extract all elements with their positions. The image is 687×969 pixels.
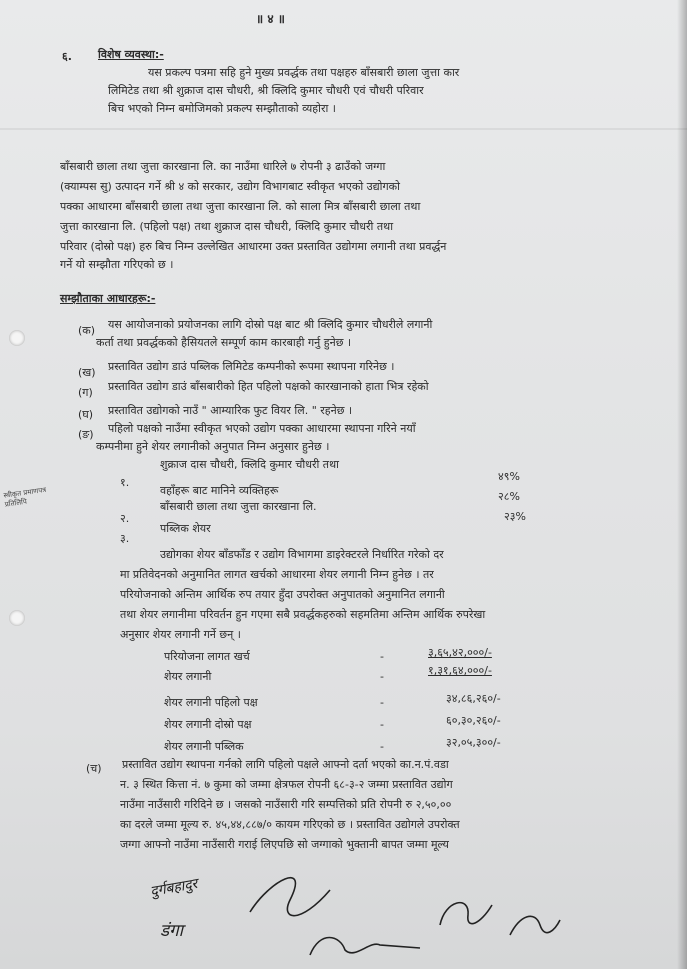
item-line: जग्गा आफ्नो नाउँमा नाउँसारी गराई लिएपछि सो जग्गाको भुक्तानी बापत जम्मा मूल्य xyxy=(120,838,449,851)
investment-amount: ३४,८६,२६०/- xyxy=(446,692,501,705)
item-line: प्रस्तावित उद्योग डाउं बाँसबारीको हित पहिलो पक्षको कारखानाको हाता भित्र रहेको xyxy=(108,380,429,393)
item-mark: (ङ) xyxy=(78,428,94,441)
investment-amount: ३२,०५,३००/- xyxy=(446,736,501,749)
body-line: जुत्ता कारखाना लि. (पहिलो पक्ष) तथा शुक्राज दास चौधरी, क्लिदि कुमार चौधरी तथा xyxy=(60,220,394,233)
body-line: (क्याम्पस सु) उत्पादन गर्ने श्री ४ को सरकार, उद्योग विभागबाट स्वीकृत भएको उद्योगको xyxy=(60,180,400,193)
paragraph-line: उद्योगका शेयर बाँडफाँड र उद्योग विभागमा डाइरेक्टरले निर्धारित गरेको दर xyxy=(160,548,444,561)
item-mark: (ख) xyxy=(78,366,96,379)
item-line: का दरले जम्मा मूल्य रु. ४५,४४,८८७/० कायम गरिएको छ । प्रस्तावित उद्योगले उपरोक्त xyxy=(120,818,460,831)
body-line: गर्ने यो सम्झौता गरिएको छ । xyxy=(60,258,174,271)
section-line: बिच भएको निम्न बमोजिमको प्रकल्प सम्झौताको व्यहोरा । xyxy=(108,102,336,115)
share-number: १. xyxy=(120,476,130,489)
item-line: प्रस्तावित उद्योग स्थापना गर्नको लागि पहिलो पक्षले आफ्नो दर्ता भएको का.न.पं.वडा xyxy=(122,758,449,771)
item-mark: (च) xyxy=(86,762,102,775)
investment-label: शेयर लगानी दोस्रो पक्ष xyxy=(164,718,252,731)
body-line: पक्का आधारमा बाँसबारी छाला तथा जुत्ता कारखाना लि. को साला मित्र बाँसबारी छाला तथा xyxy=(60,200,421,213)
section-number: ६. xyxy=(62,50,72,63)
paragraph-line: तथा शेयर लगानीमा परिवर्तन हुन गएमा सबै प्रवर्द्धकहरुको सहमतिमा अन्तिम आर्थिक रुपरेखा xyxy=(120,608,486,621)
investment-label: शेयर लगानी पहिलो पक्ष xyxy=(164,696,258,709)
share-percent: २३% xyxy=(504,510,526,523)
section-line: लिमिटेड तथा श्री शुक्राज दास चौधरी, श्री क्लिदि कुमार चौधरी एवं चौधरी परिवार xyxy=(108,84,424,97)
paragraph-line: परियोजनाको अन्तिम आर्थिक रुप तयार हुँदा उपरोक्त अनुपातको अनुमानित लगानी xyxy=(120,588,445,601)
investment-label: शेयर लगानी पब्लिक xyxy=(164,740,244,753)
share-number: ३. xyxy=(120,532,130,545)
item-line: पहिलो पक्षको नाउँमा स्वीकृत भएको उद्योग पक्का आधारमा स्थापना गरिने नयाँ xyxy=(108,422,416,435)
item-line: यस आयोजनाको प्रयोजनका लागि दोस्रो पक्ष बाट श्री क्लिदि कुमार चौधरीले लगानी xyxy=(108,318,433,331)
body-line: परिवार (दोस्रो पक्ष) हरु बिच निम्न उल्लेखित आधारमा उक्त प्रस्तावित उद्योगमा लगानी तथा प्रवर्द्धन xyxy=(60,240,447,253)
signature-name-2: डंगा xyxy=(160,921,184,941)
share-label: बाँसबारी छाला तथा जुत्ता कारखाना लि. xyxy=(160,500,317,513)
signature-scribble-3 xyxy=(440,903,492,925)
investment-dash: - xyxy=(380,650,384,663)
share-label: शुक्राज दास चौधरी, क्लिदि कुमार चौधरी तथा xyxy=(160,458,339,471)
investment-amount: ३,६५,४२,०००/- xyxy=(428,646,492,659)
investment-label: परियोजना लागत खर्च xyxy=(164,650,250,663)
agreement-heading: सम्झौताका आधारहरू:- xyxy=(60,292,156,305)
item-mark: (क) xyxy=(78,324,96,337)
section-line: यस प्रकल्प पत्रमा सहि हुने मुख्य प्रवर्द्धक तथा पक्षहरु बाँसबारी छाला जुत्ता कार xyxy=(148,66,460,79)
paragraph-line: मा प्रतिवेदनको अनुमानित लागत खर्चको आधारमा शेयर लगानी निम्न हुनेछ । तर xyxy=(120,568,434,581)
signature-name-1: दुर्गबहादुर xyxy=(149,875,199,900)
item-mark: (ग) xyxy=(78,386,93,399)
item-line: न. ३ स्थित कित्ता नं. ७ कुमा को जम्मा क्षेत्रफल रोपनी ६८-३-२ जम्मा प्रस्तावित उद्योग xyxy=(120,778,453,791)
investment-dash: - xyxy=(380,740,384,753)
investment-dash: - xyxy=(380,696,384,709)
section-heading: विशेष व्यवस्था:- xyxy=(98,48,164,61)
item-line: प्रस्तावित उद्योगको नाउँ " आम्यारिक फुट वियर लि. " रहनेछ । xyxy=(108,404,353,417)
item-line: नाउँमा नाउँसारी गरिदिने छ । जसको नाउँसारी गरि सम्पत्तिको प्रति रोपनी रु २,५०,०० xyxy=(120,798,452,811)
share-percent: ४९% xyxy=(498,470,520,483)
signature-scribble-4 xyxy=(510,916,560,935)
signature-scribble-2 xyxy=(310,938,420,956)
investment-amount: १,३१,६४,०००/- xyxy=(428,664,492,677)
signature-scribble-1 xyxy=(250,878,330,916)
investment-dash: - xyxy=(380,718,384,731)
share-label: पब्लिक शेयर xyxy=(160,522,211,535)
investment-dash: - xyxy=(380,670,384,683)
paragraph-line: अनुसार शेयर लगानी गर्ने छन् । xyxy=(120,628,241,641)
item-line: कर्ता तथा प्रवर्द्धकको हैसियतले सम्पूर्ण काम कारबाही गर्नु हुनेछ । xyxy=(96,336,352,349)
margin-stamp-note: स्वीकृत प्रमाणपत्र प्रतिलिपि xyxy=(3,485,47,509)
share-number: २. xyxy=(120,512,130,525)
investment-amount: ६०,३०,२६०/- xyxy=(446,714,501,727)
page-number-header: ॥ ४ ॥ xyxy=(256,12,285,26)
item-line: प्रस्तावित उद्योग डाउं पब्लिक लिमिटेड कम्पनीको रूपमा स्थापना गरिनेछ । xyxy=(108,360,395,373)
body-line: बाँसबारी छाला तथा जुत्ता कारखाना लि. का नाउँमा धारिले ७ रोपनी ३ ढाउँको जग्गा xyxy=(60,160,386,173)
investment-label: शेयर लगानी xyxy=(164,670,212,683)
item-line: कम्पनीमा हुने शेयर लगानीको अनुपात निम्न अनुसार हुनेछ । xyxy=(96,440,330,453)
item-mark: (घ) xyxy=(78,408,94,421)
share-percent: २८% xyxy=(498,490,520,503)
share-label: वहाँहरू बाट मानिने व्यक्तिहरू xyxy=(160,484,279,497)
